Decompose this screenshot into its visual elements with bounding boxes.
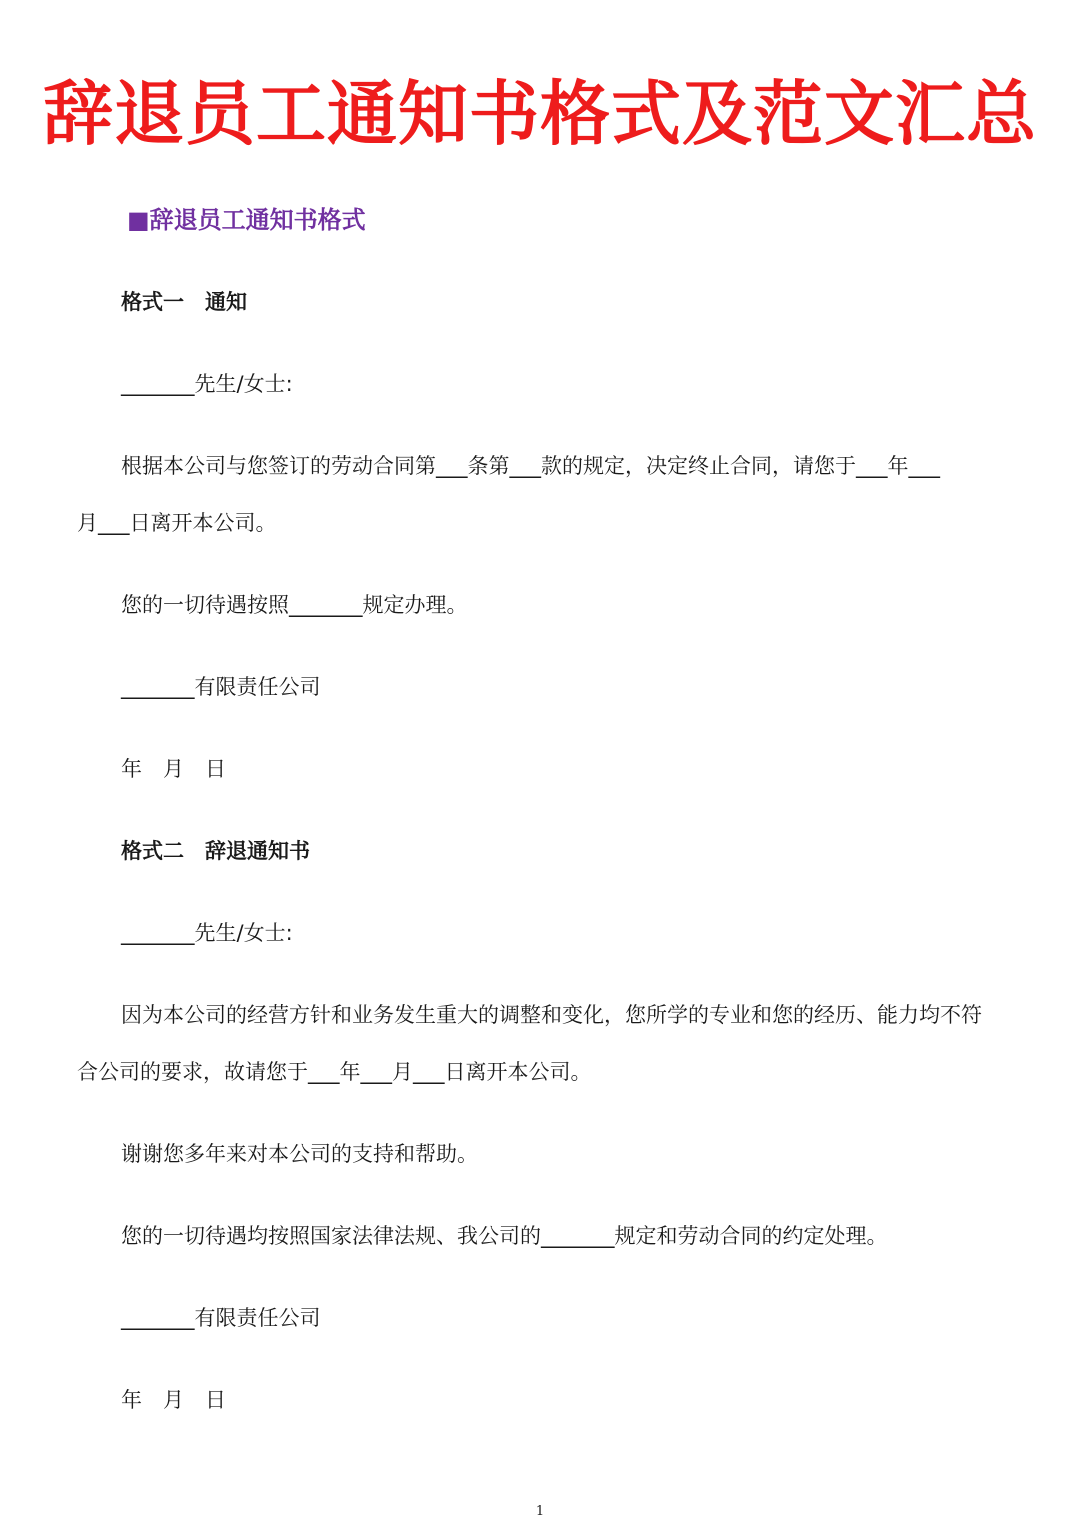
format-two-paragraph-3: 您的一切待遇均按照国家法律法规、我公司的_______规定和劳动合同的约定处理。 <box>121 1224 888 1248</box>
format-two-paragraph-1-line-2: 合公司的要求，故请您于___年___月___日离开本公司。 <box>77 1060 592 1084</box>
page-number: 1 <box>535 1504 545 1519</box>
format-one-company: _______有限责任公司 <box>121 675 321 699</box>
format-one-salutation: _______先生/女士: <box>121 372 293 396</box>
document-title: 辞退员工通知书格式及范文汇总 <box>43 73 1037 155</box>
format-one-paragraph-2: 您的一切待遇按照_______规定办理。 <box>121 593 468 617</box>
format-two-company: _______有限责任公司 <box>121 1306 321 1330</box>
section-heading: ■辞退员工通知书格式 <box>127 206 366 234</box>
format-two-paragraph-1-line-1: 因为本公司的经营方针和业务发生重大的调整和变化，您所学的专业和您的经历、能力均不符 <box>121 1003 982 1027</box>
format-two-heading: 格式二 辞退通知书 <box>121 839 310 863</box>
format-one-paragraph-1-line-1: 根据本公司与您签订的劳动合同第___条第___款的规定，决定终止合同，请您于___年___ <box>121 454 940 478</box>
format-two-salutation: _______先生/女士: <box>121 921 293 945</box>
format-one-date: 年 月 日 <box>121 757 226 781</box>
format-two-paragraph-2: 谢谢您多年来对本公司的支持和帮助。 <box>121 1142 478 1166</box>
format-two-date: 年 月 日 <box>121 1388 226 1412</box>
format-one-heading: 格式一 通知 <box>121 290 247 314</box>
format-one-paragraph-1-line-2: 月___日离开本公司。 <box>77 511 277 535</box>
